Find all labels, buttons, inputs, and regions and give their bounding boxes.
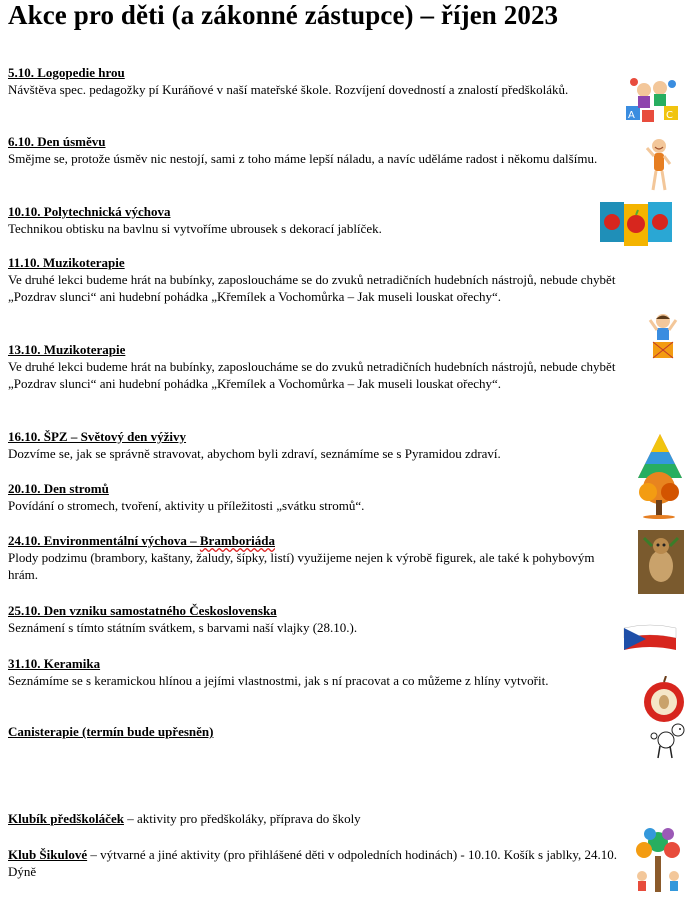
- page-title: Akce pro děti (a zákonné zástupce) – říjen 2023: [8, 0, 559, 30]
- smiling-figure-image: [646, 138, 672, 192]
- event-text: Seznámíme se s keramickou hlínou a jejími vlastnostmi, jak s ní pracovat a co můžeme z hlíny vytvořit.: [8, 673, 549, 688]
- colorful-tree-image: [630, 826, 686, 896]
- event-heading: 16.10. ŠPZ – Světový den výživy: [8, 429, 187, 444]
- event-text: Seznámení s tímto státním svátkem, s barvami naší vlajky (28.10.).: [8, 620, 358, 635]
- event-heading: 20.10. Den stromů: [8, 481, 109, 496]
- event-den-usmevu: [8, 133, 620, 167]
- event-text: Technikou obtisku na bavlnu si vytvoříme ubrousek s dekorací jablíček.: [8, 221, 382, 236]
- ceramic-apple-image: [638, 676, 690, 724]
- club-text: – výtvarné a jiné aktivity (pro přihlášené děti v odpoledních hodinách) - 10.10. Košík s jablky, 24.10. Dýně: [8, 847, 618, 879]
- autumn-tree-image: [634, 470, 684, 520]
- event-text: Plody podzimu (brambory, kaštany, žaludy, šípky, listí) využijeme nejen k výrobě figurek, ale také k pohybovým hrám.: [8, 550, 595, 582]
- event-keramika: [8, 655, 620, 689]
- event-polytechnicka: [8, 203, 620, 237]
- club-sikulove: [8, 846, 620, 880]
- event-muzikoterapie-2: [8, 341, 620, 392]
- spellcheck-word: Bramboriáda: [199, 533, 276, 548]
- poodle-dog-image: [648, 720, 688, 760]
- event-heading: 10.10. Polytechnická výchova: [8, 204, 171, 219]
- event-heading: 6.10. Den úsměvu: [8, 134, 106, 149]
- event-heading: 25.10. Den vzniku samostatného Československa: [8, 603, 277, 618]
- club-name: Klub Šikulové: [8, 847, 88, 862]
- event-heading: [8, 533, 275, 548]
- czechoslovak-flag-image: [622, 622, 678, 654]
- event-heading: Canisterapie (termín bude upřesněn): [8, 724, 214, 739]
- event-text: Ve druhé lekci budeme hrát na bubínky, zaposloucháme se do zvuků netradičních hudebních nástrojů, nebude chybět „Pozdrav slunci“ ani hudební pohádka „Křemílek a Vochomůrka – Jak museli louskat ořechy“.: [8, 272, 616, 304]
- club-text: – aktivity pro předškoláky, příprava do školy: [123, 811, 361, 826]
- event-text: Povídání o stromech, tvoření, aktivity u příležitosti „svátku stromů“.: [8, 498, 365, 513]
- event-den-stromu: [8, 480, 620, 514]
- event-heading-main: 24.10. Environmentální výchova –: [8, 533, 200, 548]
- event-heading: 11.10. Muzikoterapie: [8, 255, 125, 270]
- event-den-vzniku-cs: [8, 602, 620, 636]
- apple-napkin-image: [600, 200, 672, 248]
- event-text: Dozvíme se, jak se správně stravovat, abychom byli zdraví, seznámíme se s Pyramidou zdraví.: [8, 446, 501, 461]
- event-logopedie: [8, 64, 620, 98]
- svg-text:A: A: [628, 110, 635, 121]
- alphabet-kids-image: [624, 76, 682, 126]
- event-text: Smějme se, protože úsměv nic nestojí, sami z toho máme lepší náladu, a navíc uděláme radost i někomu dalšímu.: [8, 151, 598, 166]
- event-bramboriada: [8, 532, 620, 583]
- svg-text:C: C: [666, 110, 673, 121]
- event-canisterapie: [8, 723, 620, 740]
- drum-child-image: [648, 312, 678, 362]
- event-svetovy-den-vyzivy: [8, 428, 620, 462]
- club-predskolacek: [8, 810, 620, 827]
- event-text: Ve druhé lekci budeme hrát na bubínky, zaposloucháme se do zvuků netradičních hudebních nástrojů, nebude chybět „Pozdrav slunci“ ani hudební pohádka „Křemílek a Vochomůrka – Jak museli louskat ořechy“.: [8, 359, 616, 391]
- event-muzikoterapie-1: [8, 254, 620, 305]
- event-heading: 31.10. Keramika: [8, 656, 101, 671]
- club-name: Klubík předškoláček: [8, 811, 124, 826]
- event-heading: 13.10. Muzikoterapie: [8, 342, 126, 357]
- event-text: Návštěva spec. pedagožky pí Kuráňové v naší mateřské škole. Rozvíjení dovedností a znalostí předškoláků.: [8, 82, 569, 97]
- event-heading: 5.10. Logopedie hrou: [8, 65, 125, 80]
- potato-figure-image: [638, 530, 684, 594]
